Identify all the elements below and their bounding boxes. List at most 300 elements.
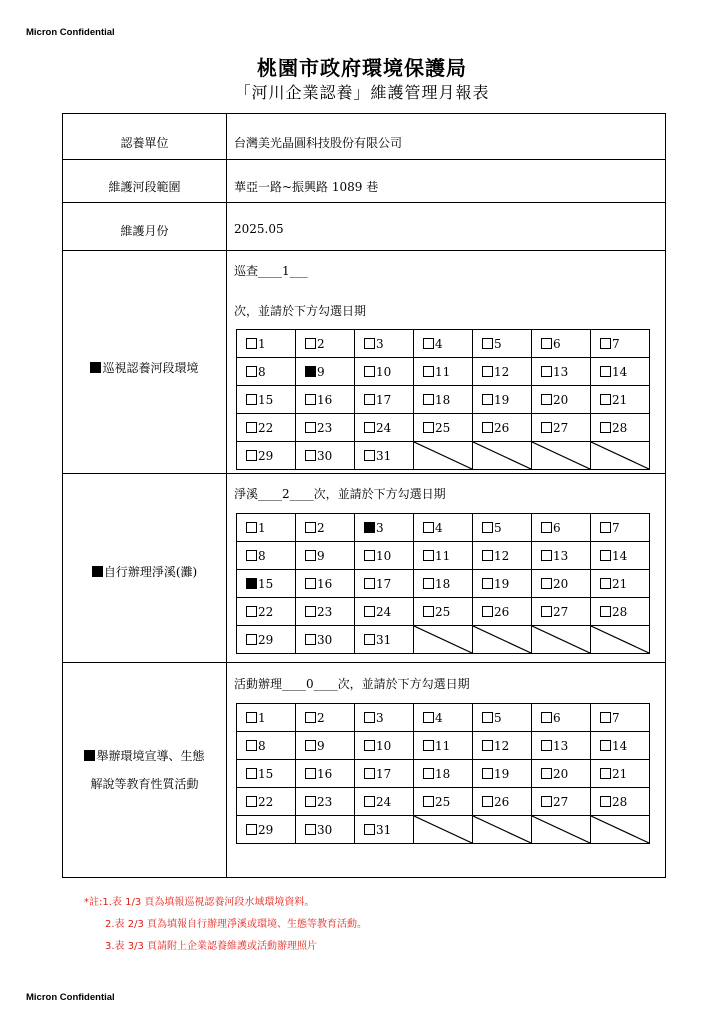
patrol-count-line: 巡查____1___: [234, 264, 308, 278]
checkbox[interactable]: [305, 450, 316, 461]
checkbox[interactable]: [305, 550, 316, 561]
day-label: 2: [317, 710, 325, 725]
day-label: 1: [258, 336, 266, 351]
checkbox[interactable]: [541, 422, 552, 433]
day-cell-18: [414, 386, 473, 414]
day-cell-17: [355, 760, 414, 788]
checkbox[interactable]: [364, 796, 375, 807]
day-label: 20: [553, 392, 569, 407]
checkbox[interactable]: [600, 606, 611, 617]
day-cell-16: [296, 386, 355, 414]
day-cell-29: [237, 626, 296, 654]
day-cell-27: [532, 414, 591, 442]
checkbox[interactable]: [364, 450, 375, 461]
day-cell-21: [591, 570, 650, 598]
day-cell-9: [296, 732, 355, 760]
empty-cell: [532, 626, 591, 654]
day-label: 18: [435, 392, 451, 407]
date-grid-row: [237, 598, 650, 626]
checkbox[interactable]: [482, 796, 493, 807]
day-cell-23: [296, 598, 355, 626]
day-label: 19: [494, 576, 510, 591]
day-label: 18: [435, 766, 451, 781]
day-cell-9: [296, 542, 355, 570]
empty-cell: [473, 816, 532, 844]
day-cell-20: [532, 760, 591, 788]
day-label: 20: [553, 576, 569, 591]
page-title: 桃園市政府環境保護局: [257, 56, 467, 80]
checkbox[interactable]: [482, 394, 493, 405]
day-label: 26: [494, 420, 510, 435]
checkbox[interactable]: [364, 634, 375, 645]
date-grid-row: [237, 816, 650, 844]
day-cell-22: [237, 788, 296, 816]
day-cell-1: [237, 514, 296, 542]
checkbox[interactable]: [246, 550, 257, 561]
date-grid-row: [237, 542, 650, 570]
day-cell-27: [532, 598, 591, 626]
checkbox[interactable]: [364, 824, 375, 835]
day-cell-8: [237, 358, 296, 386]
empty-cell: [473, 626, 532, 654]
day-label: 22: [258, 604, 274, 619]
range-label: 維護河段範圍: [108, 180, 181, 194]
day-cell-24: [355, 598, 414, 626]
day-label: 27: [553, 420, 569, 435]
day-label: 22: [258, 420, 274, 435]
day-cell-30: [296, 626, 355, 654]
checkbox[interactable]: [364, 606, 375, 617]
date-grid-row: [237, 626, 650, 654]
day-label: 27: [553, 794, 569, 809]
day-cell-4: [414, 514, 473, 542]
day-cell-18: [414, 760, 473, 788]
day-cell-23: [296, 414, 355, 442]
empty-cell: [532, 816, 591, 844]
day-label: 1: [258, 710, 266, 725]
checkbox[interactable]: [246, 394, 257, 405]
day-label: 7: [612, 336, 620, 351]
day-label: 12: [494, 738, 510, 753]
day-label: 28: [612, 420, 628, 435]
checkbox[interactable]: [423, 768, 434, 779]
day-cell-5: [473, 514, 532, 542]
checkbox[interactable]: [600, 522, 611, 533]
day-label: 12: [494, 548, 510, 563]
day-label: 28: [612, 794, 628, 809]
checkbox[interactable]: [541, 578, 552, 589]
day-cell-25: [414, 598, 473, 626]
checkbox[interactable]: [423, 606, 434, 617]
range-value: 華亞一路~振興路 1089 巷: [234, 180, 379, 194]
day-cell-29: [237, 442, 296, 470]
day-cell-7: [591, 704, 650, 732]
row-divider: [63, 473, 665, 474]
unit-label: 認養單位: [120, 136, 169, 150]
day-cell-6: [532, 330, 591, 358]
checkbox[interactable]: [305, 634, 316, 645]
day-label: 2: [317, 336, 325, 351]
checkbox[interactable]: [246, 422, 257, 433]
checkbox[interactable]: [305, 578, 316, 589]
day-label: 7: [612, 520, 620, 535]
checkbox[interactable]: [600, 578, 611, 589]
day-label: 5: [494, 336, 502, 351]
day-cell-4: [414, 330, 473, 358]
day-cell-6: [532, 704, 591, 732]
empty-cell: [591, 442, 650, 470]
row-divider: [63, 662, 665, 663]
day-cell-13: [532, 542, 591, 570]
day-label: 6: [553, 336, 561, 351]
checkbox[interactable]: [364, 578, 375, 589]
checkbox[interactable]: [305, 522, 316, 533]
day-cell-27: [532, 788, 591, 816]
day-label: 9: [317, 548, 325, 563]
checkbox[interactable]: [600, 768, 611, 779]
day-label: 4: [435, 336, 443, 351]
checkbox[interactable]: [246, 450, 257, 461]
checkbox[interactable]: [482, 578, 493, 589]
checkbox[interactable]: [364, 394, 375, 405]
day-label: 8: [258, 364, 266, 379]
date-grid-row: [237, 358, 650, 386]
confidential-header: Micron Confidential: [26, 27, 115, 38]
day-label: 18: [435, 576, 451, 591]
checkbox[interactable]: [541, 394, 552, 405]
day-label: 17: [376, 766, 392, 781]
cleanup-date-grid: [236, 513, 650, 654]
day-label: 15: [258, 576, 274, 591]
checkbox[interactable]: [541, 712, 552, 723]
day-cell-31: [355, 816, 414, 844]
day-cell-11: [414, 358, 473, 386]
day-cell-14: [591, 542, 650, 570]
empty-cell: [414, 442, 473, 470]
checkbox[interactable]: [541, 796, 552, 807]
day-label: 31: [376, 632, 392, 647]
day-cell-23: [296, 788, 355, 816]
day-label: 16: [317, 576, 333, 591]
day-cell-24: [355, 414, 414, 442]
day-label: 10: [376, 548, 392, 563]
checkbox[interactable]: [482, 550, 493, 561]
footnote-3: 3.表 3/3 頁請附上企業認養維護或活動辦理照片: [105, 941, 317, 952]
checkbox[interactable]: [364, 422, 375, 433]
day-label: 24: [376, 604, 392, 619]
day-cell-30: [296, 816, 355, 844]
cleanup-count-line: 淨溪____2____次，並請於下方勾選日期: [234, 487, 446, 501]
day-cell-9: [296, 358, 355, 386]
day-label: 16: [317, 766, 333, 781]
checkbox[interactable]: [600, 550, 611, 561]
page-subtitle: 「河川企業認養」維護管理月報表: [234, 83, 490, 102]
day-cell-3: [355, 330, 414, 358]
day-cell-15: [237, 570, 296, 598]
day-label: 17: [376, 392, 392, 407]
day-cell-8: [237, 542, 296, 570]
empty-cell: [414, 816, 473, 844]
day-label: 15: [258, 392, 274, 407]
checkbox[interactable]: [600, 338, 611, 349]
empty-cell: [473, 442, 532, 470]
checkbox[interactable]: [246, 740, 257, 751]
month-value: 2025.05: [234, 222, 284, 236]
empty-cell: [591, 626, 650, 654]
checkbox[interactable]: [600, 740, 611, 751]
day-label: 21: [612, 766, 628, 781]
day-label: 1: [258, 520, 266, 535]
day-label: 8: [258, 548, 266, 563]
checkbox[interactable]: [600, 796, 611, 807]
education-section-label: 舉辦環境宣導、生態 解說等教育性質活動: [63, 742, 226, 798]
checkbox[interactable]: [541, 366, 552, 377]
education-date-grid: [236, 703, 650, 844]
day-cell-3: [355, 704, 414, 732]
day-label: 14: [612, 548, 628, 563]
checkbox[interactable]: [364, 550, 375, 561]
patrol-date-grid: [236, 329, 650, 470]
empty-cell: [414, 626, 473, 654]
day-label: 5: [494, 710, 502, 725]
day-cell-17: [355, 570, 414, 598]
day-label: 11: [435, 738, 451, 753]
day-cell-10: [355, 542, 414, 570]
checked-checkbox[interactable]: [246, 578, 257, 589]
day-label: 29: [258, 448, 274, 463]
checkbox[interactable]: [246, 522, 257, 533]
day-cell-5: [473, 330, 532, 358]
unit-value: 台灣美光晶圓科技股份有限公司: [234, 136, 403, 150]
checkbox[interactable]: [482, 422, 493, 433]
checkbox[interactable]: [541, 768, 552, 779]
day-label: 19: [494, 766, 510, 781]
checkbox[interactable]: [541, 338, 552, 349]
day-cell-1: [237, 704, 296, 732]
checkbox[interactable]: [246, 366, 257, 377]
day-label: 10: [376, 738, 392, 753]
patrol-section-label: 巡視認養河段環境: [63, 354, 226, 382]
checkbox[interactable]: [482, 606, 493, 617]
empty-cell: [591, 816, 650, 844]
checkbox[interactable]: [482, 338, 493, 349]
day-label: 6: [553, 520, 561, 535]
checkbox[interactable]: [541, 550, 552, 561]
checkbox[interactable]: [305, 712, 316, 723]
day-cell-26: [473, 788, 532, 816]
date-grid-row: [237, 442, 650, 470]
day-label: 10: [376, 364, 392, 379]
day-cell-22: [237, 598, 296, 626]
checkbox[interactable]: [246, 338, 257, 349]
checkbox[interactable]: [246, 606, 257, 617]
day-cell-16: [296, 570, 355, 598]
checkbox[interactable]: [423, 338, 434, 349]
day-cell-1: [237, 330, 296, 358]
checkbox[interactable]: [305, 606, 316, 617]
day-cell-7: [591, 514, 650, 542]
checkbox[interactable]: [364, 712, 375, 723]
checkbox[interactable]: [600, 422, 611, 433]
date-grid-row: [237, 414, 650, 442]
day-label: 9: [317, 364, 325, 379]
checkbox[interactable]: [423, 740, 434, 751]
day-cell-31: [355, 442, 414, 470]
checkbox[interactable]: [364, 366, 375, 377]
day-cell-10: [355, 358, 414, 386]
day-cell-10: [355, 732, 414, 760]
day-label: 4: [435, 520, 443, 535]
day-label: 3: [376, 710, 384, 725]
checkbox[interactable]: [423, 712, 434, 723]
day-cell-17: [355, 386, 414, 414]
footnotes: [84, 892, 367, 958]
day-cell-28: [591, 598, 650, 626]
day-label: 25: [435, 604, 451, 619]
checkbox[interactable]: [246, 634, 257, 645]
day-label: 13: [553, 738, 569, 753]
row-divider: [63, 250, 665, 251]
day-label: 21: [612, 392, 628, 407]
checkbox[interactable]: [541, 522, 552, 533]
day-cell-11: [414, 732, 473, 760]
date-grid-row: [237, 704, 650, 732]
date-grid-row: [237, 514, 650, 542]
day-cell-2: [296, 704, 355, 732]
day-label: 14: [612, 364, 628, 379]
day-cell-4: [414, 704, 473, 732]
day-label: 11: [435, 364, 451, 379]
checkbox[interactable]: [423, 394, 434, 405]
date-grid-row: [237, 732, 650, 760]
checkbox[interactable]: [246, 824, 257, 835]
checkbox[interactable]: [482, 712, 493, 723]
checkbox[interactable]: [482, 366, 493, 377]
day-cell-12: [473, 358, 532, 386]
day-cell-20: [532, 570, 591, 598]
day-cell-6: [532, 514, 591, 542]
day-label: 21: [612, 576, 628, 591]
marker-square: [92, 566, 103, 577]
day-label: 31: [376, 448, 392, 463]
checkbox[interactable]: [305, 422, 316, 433]
day-cell-7: [591, 330, 650, 358]
day-cell-25: [414, 414, 473, 442]
checkbox[interactable]: [364, 768, 375, 779]
day-cell-15: [237, 760, 296, 788]
checkbox[interactable]: [305, 768, 316, 779]
day-cell-20: [532, 386, 591, 414]
checkbox[interactable]: [423, 550, 434, 561]
checked-checkbox[interactable]: [364, 522, 375, 533]
checkbox[interactable]: [482, 522, 493, 533]
checkbox[interactable]: [482, 740, 493, 751]
marker-square: [84, 750, 95, 761]
day-label: 29: [258, 822, 274, 837]
date-grid-row: [237, 570, 650, 598]
checked-checkbox[interactable]: [305, 366, 316, 377]
day-label: 27: [553, 604, 569, 619]
day-cell-12: [473, 542, 532, 570]
day-label: 11: [435, 548, 451, 563]
checkbox[interactable]: [423, 422, 434, 433]
day-label: 8: [258, 738, 266, 753]
day-cell-30: [296, 442, 355, 470]
row-divider: [63, 202, 665, 203]
checkbox[interactable]: [364, 338, 375, 349]
day-cell-8: [237, 732, 296, 760]
confidential-footer: Micron Confidential: [26, 992, 115, 1003]
checkbox[interactable]: [600, 394, 611, 405]
checkbox[interactable]: [305, 394, 316, 405]
checkbox[interactable]: [423, 522, 434, 533]
day-label: 7: [612, 710, 620, 725]
day-label: 3: [376, 336, 384, 351]
day-label: 30: [317, 448, 333, 463]
day-label: 23: [317, 604, 333, 619]
day-label: 22: [258, 794, 274, 809]
day-label: 25: [435, 794, 451, 809]
checkbox[interactable]: [482, 768, 493, 779]
checkbox[interactable]: [305, 824, 316, 835]
checkbox[interactable]: [305, 796, 316, 807]
checkbox[interactable]: [246, 768, 257, 779]
checkbox[interactable]: [305, 740, 316, 751]
checkbox[interactable]: [541, 606, 552, 617]
day-label: 24: [376, 420, 392, 435]
day-cell-2: [296, 330, 355, 358]
day-label: 15: [258, 766, 274, 781]
day-label: 4: [435, 710, 443, 725]
checkbox[interactable]: [305, 338, 316, 349]
day-cell-18: [414, 570, 473, 598]
day-label: 3: [376, 520, 384, 535]
day-cell-24: [355, 788, 414, 816]
checkbox[interactable]: [246, 796, 257, 807]
day-label: 16: [317, 392, 333, 407]
day-cell-14: [591, 732, 650, 760]
day-label: 30: [317, 822, 333, 837]
checkbox[interactable]: [541, 740, 552, 751]
day-label: 5: [494, 520, 502, 535]
day-label: 24: [376, 794, 392, 809]
day-label: 23: [317, 420, 333, 435]
day-label: 31: [376, 822, 392, 837]
day-cell-19: [473, 386, 532, 414]
day-cell-2: [296, 514, 355, 542]
date-grid-row: [237, 386, 650, 414]
checkbox[interactable]: [423, 578, 434, 589]
month-label: 維護月份: [120, 224, 169, 238]
day-cell-11: [414, 542, 473, 570]
day-cell-5: [473, 704, 532, 732]
date-grid-row: [237, 788, 650, 816]
day-label: 20: [553, 766, 569, 781]
checkbox[interactable]: [246, 712, 257, 723]
day-cell-13: [532, 358, 591, 386]
day-cell-31: [355, 626, 414, 654]
checkbox[interactable]: [423, 366, 434, 377]
day-label: 13: [553, 548, 569, 563]
day-cell-21: [591, 386, 650, 414]
day-label: 26: [494, 604, 510, 619]
day-cell-12: [473, 732, 532, 760]
checkbox[interactable]: [600, 366, 611, 377]
checkbox[interactable]: [364, 740, 375, 751]
day-cell-14: [591, 358, 650, 386]
checkbox[interactable]: [423, 796, 434, 807]
checkbox[interactable]: [600, 712, 611, 723]
